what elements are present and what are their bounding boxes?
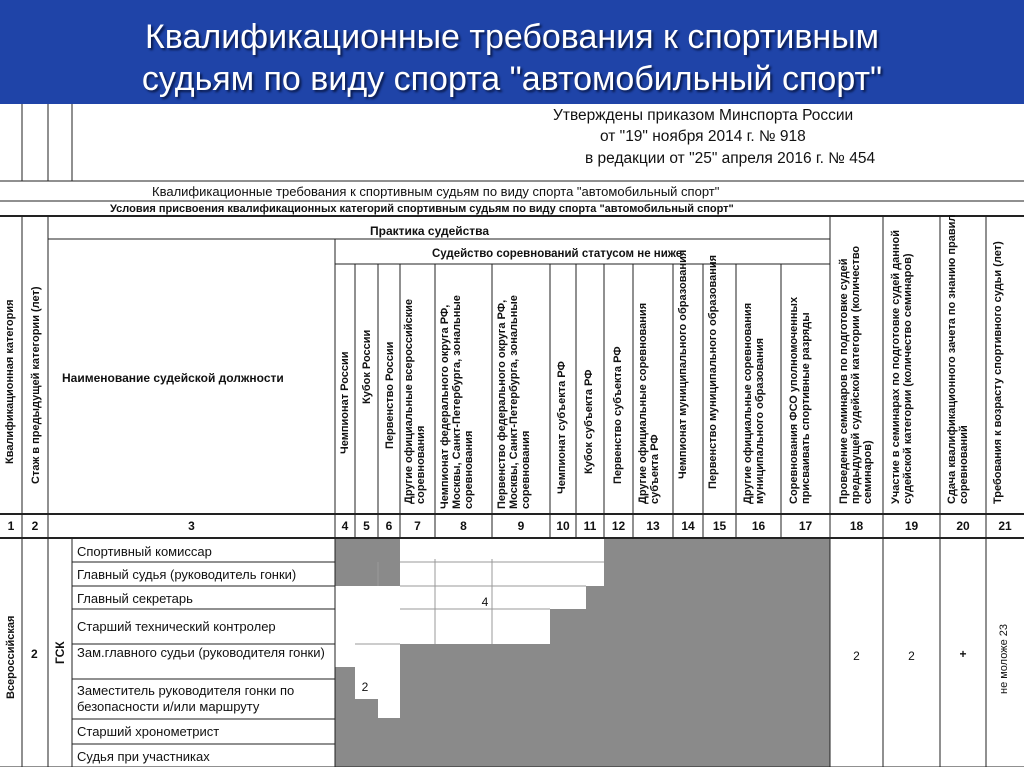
document-scan bbox=[0, 104, 1024, 767]
document-subtitle: Условия присвоения квалификационных категорий спортивным судьям по виду спорта "автомобильный спорт" bbox=[110, 203, 734, 215]
seminars-held-value: 2 bbox=[853, 649, 860, 663]
col-header-8: Чемпионат федерального округа РФ, Москвы, Санкт-Петербурга, зональные соревнования bbox=[439, 295, 475, 509]
count-lower: 2 bbox=[361, 680, 369, 694]
slide-title-bar bbox=[0, 0, 1024, 104]
col-header-10: Чемпионат субъекта РФ bbox=[556, 361, 568, 494]
test-header: Сдача квалификационного зачета по знанию правил соревнований bbox=[946, 214, 970, 504]
col-number-7: 7 bbox=[414, 519, 421, 533]
col-number-14: 14 bbox=[681, 519, 695, 533]
status-header: Судейство соревнований статусом не ниже bbox=[432, 248, 683, 260]
col-header-7: Другие официальные всероссийские соревнования bbox=[403, 298, 427, 504]
age-header: Требования к возрасту спортивного судьи (лет) bbox=[992, 241, 1004, 504]
practice-header: Практика судейства bbox=[370, 224, 490, 238]
tenure-header: Стаж в предыдущей категории (лет) bbox=[30, 286, 42, 484]
col-number-3: 3 bbox=[188, 519, 195, 533]
position-row-2: Главный судья (руководитель гонки) bbox=[77, 567, 297, 582]
slide-title-line-2: судьям по виду спорта "автомобильный спорт" bbox=[141, 60, 883, 98]
position-row-5: Зам.главного судьи (руководителя гонки) bbox=[77, 645, 325, 660]
col-header-14: Чемпионат муниципального образования bbox=[677, 249, 689, 479]
col-header-13: Другие официальные соревнования субъекта РФ bbox=[637, 302, 661, 504]
position-row-8: Судья при участниках bbox=[77, 749, 210, 764]
count-upper: 4 bbox=[481, 595, 489, 609]
col-header-5: Кубок России bbox=[361, 329, 373, 404]
col-number-4: 4 bbox=[341, 519, 349, 533]
col-header-17: Соревнования ФСО уполномоченных присваивать спортивные разряды bbox=[788, 296, 812, 504]
seminars-attended-value: 2 bbox=[908, 649, 915, 663]
col-number-19: 19 bbox=[904, 519, 919, 533]
col-number-5: 5 bbox=[363, 519, 370, 533]
col-header-16: Другие официальные соревнования муниципального образования bbox=[742, 302, 766, 504]
col-number-21: 21 bbox=[998, 519, 1012, 533]
document-title: Квалификационные требования к спортивным судьям по виду спорта "автомобильный спорт" bbox=[152, 184, 720, 199]
col-header-15: Первенство муниципального образования bbox=[707, 254, 719, 489]
col-number-16: 16 bbox=[751, 519, 766, 533]
grey-shading bbox=[335, 539, 830, 767]
col-number-18: 18 bbox=[849, 519, 864, 533]
gsk-label: ГСК bbox=[53, 641, 67, 664]
col-number-2: 2 bbox=[31, 519, 39, 533]
col-number-20: 20 bbox=[956, 519, 970, 533]
position-header: Наименование судейской должности bbox=[62, 371, 284, 385]
col-number-17: 17 bbox=[798, 519, 813, 533]
age-value: не моложе 23 bbox=[998, 624, 1010, 694]
col-number-8: 8 bbox=[460, 519, 467, 533]
approval-line-2: от "19" ноября 2014 г. № 918 bbox=[600, 128, 806, 145]
col-number-12: 12 bbox=[611, 519, 626, 533]
test-value: + bbox=[959, 647, 967, 661]
col-header-9: Первенство федерального округа РФ, Москвы, Санкт-Петербурга, зональные соревнования bbox=[496, 295, 532, 509]
tenure-value: 2 bbox=[31, 647, 38, 661]
col-number-1: 1 bbox=[7, 519, 15, 533]
position-row-4: Старший технический контролер bbox=[77, 619, 276, 634]
position-row-1: Спортивный комиссар bbox=[77, 544, 212, 559]
position-row-6: Заместитель руководителя гонки по безопасности и/или маршруту bbox=[77, 683, 295, 714]
approval-line-1: Утверждены приказом Минспорта России bbox=[553, 107, 854, 124]
col-header-6: Первенство России bbox=[384, 341, 396, 449]
approval-line-3: в редакции от "25" апреля 2016 г. № 454 bbox=[585, 150, 876, 167]
col-header-4: Чемпионат России bbox=[339, 351, 351, 454]
col-number-9: 9 bbox=[517, 519, 525, 533]
seminars-attended-header: Участие в семинарах по подготовке судей данной судейской категории (количество семинаров) bbox=[890, 229, 914, 504]
seminars-held-header: Проведение семинаров по подготовке судей предыдущей судейской категории (количество семинаров) bbox=[838, 245, 874, 504]
col-number-10: 10 bbox=[556, 519, 570, 533]
position-row-3: Главный секретарь bbox=[77, 591, 193, 606]
col-header-12: Первенство субъекта РФ bbox=[612, 346, 624, 484]
col-number-6: 6 bbox=[385, 519, 393, 533]
category-value: Всероссийская bbox=[5, 615, 17, 699]
category-header: Квалификационная категория bbox=[4, 299, 16, 464]
col-number-15: 15 bbox=[712, 519, 727, 533]
slide-title-line-1: Квалификационные требования к спортивным bbox=[144, 18, 880, 56]
col-number-11: 11 bbox=[583, 519, 597, 533]
position-row-7: Старший хронометрист bbox=[77, 724, 220, 739]
col-number-13: 13 bbox=[646, 519, 660, 533]
col-header-11: Кубок субъекта РФ bbox=[583, 369, 595, 474]
